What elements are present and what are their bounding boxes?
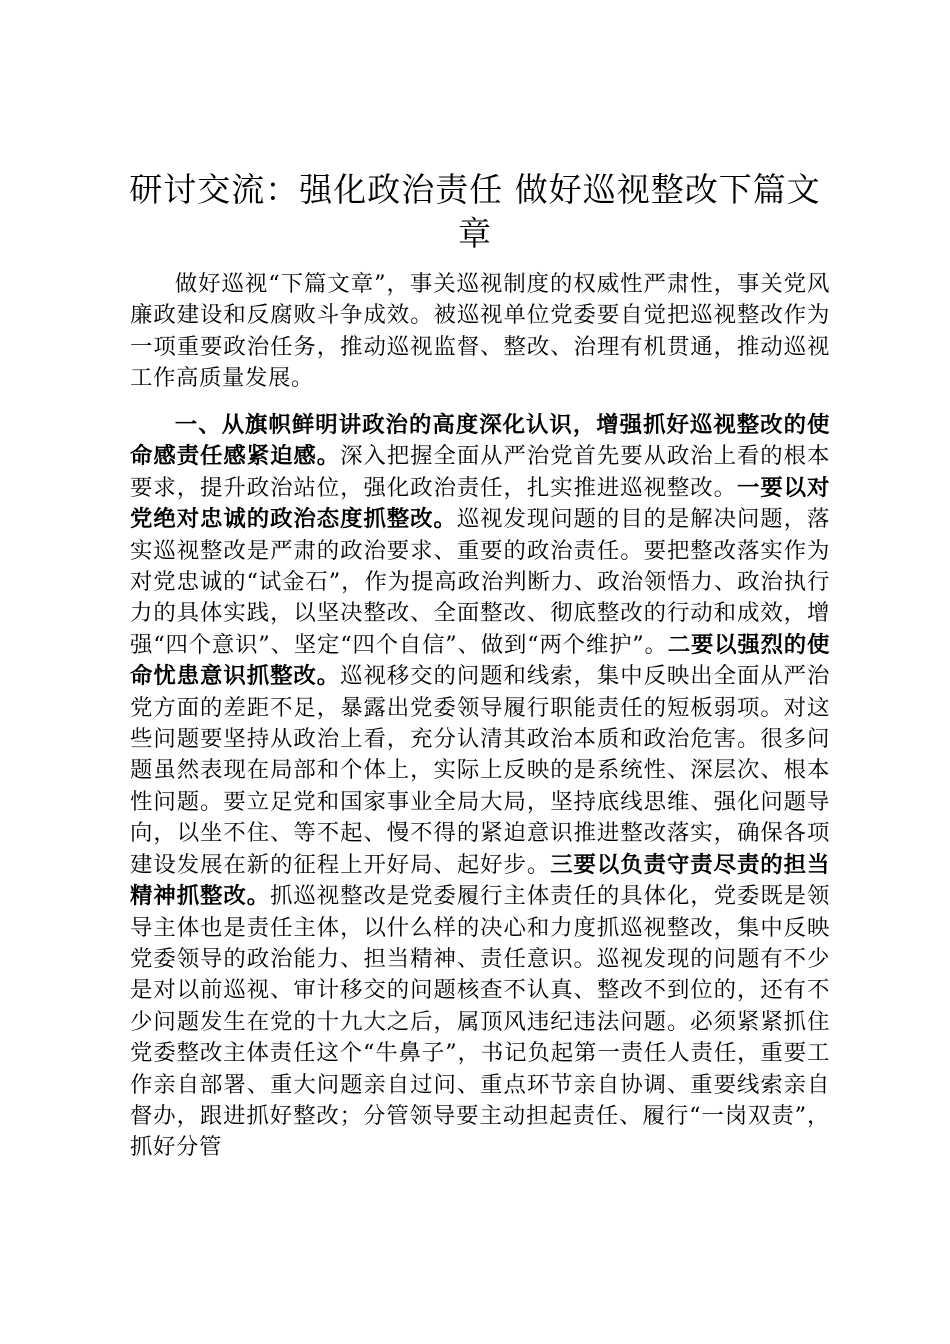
point-2-heading: 二要以强烈的使命忧患意识抓整改。 [130, 631, 831, 690]
section-1-text-3: 巡视移交的问题和线索，集中反映出全面从严治党方面的差距不足，暴露出党委领导履行职能责任的短板弱项。对这些问题要坚持从政治上看，充分认清其政治本质和政治危害。很多问题虽然表现在局部和个体上，实际上反映的是系统性、深层次、根本性问题。要立足党和国家事业全局大局，坚持底线思维、强化问题导向，以坐不住、等不起、慢不得的紧迫意识推进整改落实，确保各项建设发展在新的征程上开好局、起好步。 [130, 663, 830, 878]
point-1-heading: 一要以对党绝对忠诚的政治态度抓整改。 [130, 474, 830, 533]
section-1-text-1: 深入把握全面从严治党首先要从政治上看的根本要求，提升政治站位，强化政治责任，扎实推进巡视整改。 [130, 443, 830, 501]
section-1-heading: 一、从旗帜鲜明讲政治的高度深化认识，增强抓好巡视整改的使命感责任感紧迫感。 [130, 412, 830, 470]
section-1-paragraph [130, 410, 830, 1164]
point-3-heading: 三要以负责守责尽责的担当精神抓整改。 [130, 851, 830, 910]
intro-paragraph: 做好巡视“下篇文章”，事关巡视制度的权威性严肃性，事关党风廉政建设和反腐败斗争成效。被巡视单位党委要自觉把巡视整改作为一项重要政治任务，推动巡视监督、整改、治理有机贯通，推动巡视工作高质量发展。 [130, 271, 830, 392]
document-title: 研讨交流：强化政治责任 做好巡视整改下篇文章 [129, 170, 821, 253]
section-1-text-4: 抓巡视整改是党委履行主体责任的具体化，党委既是领导主体也是责任主体，以什么样的决心和力度抓巡视整改，集中反映党委领导的政治能力、担当精神、责任意识。巡视发现的问题有不少是对以前巡视、审计移交的问题核查不认真、整改不到位的，还有不少问题发生在党的十九大之后，属顶风违纪违法问题。必须紧紧抓住党委整改主体责任这个“牛鼻子”，书记负起第一责任人责任，重要工作亲自部署、重大问题亲自过问、重点环节亲自协调、重要线索亲自督办，跟进抓好整改；分管领导要主动担起责任、履行“一岗双责”，抓好分管 [130, 883, 830, 1161]
section-1-text-2: 巡视发现问题的目的是解决问题，落实巡视整改是严肃的政治要求、重要的政治责任。要把整改落实作为对党忠诚的“试金石”，作为提高政治判断力、政治领悟力、政治执行力的具体实践，以坚决整改、全面整改、彻底整改的行动和成效，增强“四个意识”、坚定“四个自信”、做到“两个维护”。 [130, 506, 830, 658]
